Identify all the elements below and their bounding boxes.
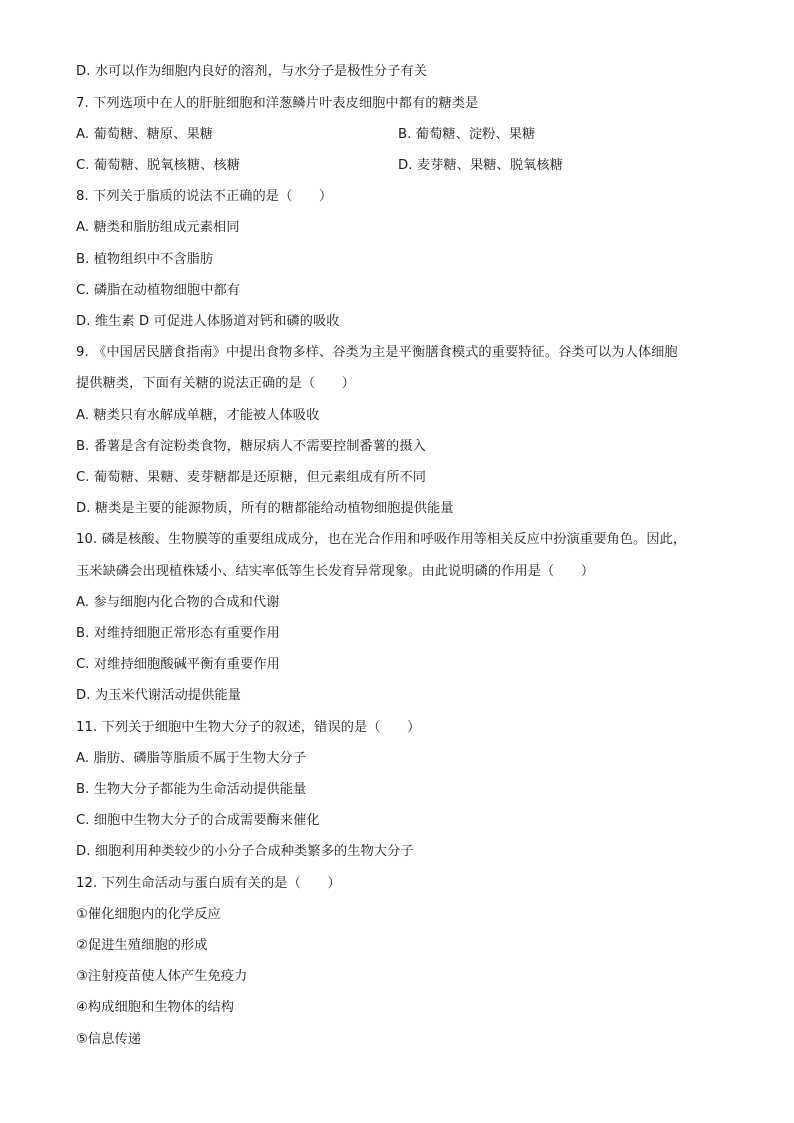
q7-stem: 7. 下列选项中在人的肝脏细胞和洋葱鳞片叶表皮细胞中都有的糖类是 bbox=[76, 96, 479, 111]
q12-item-4: ④构成细胞和生物体的结构 bbox=[76, 1000, 235, 1015]
q10-option-d: D. 为玉米代谢活动提供能量 bbox=[76, 688, 241, 703]
q9-option-a: A. 糖类只有水解成单糖，才能被人体吸收 bbox=[76, 408, 320, 423]
q7-option-c: C. 葡萄糖、脱氧核糖、核糖 bbox=[76, 158, 241, 173]
q10-option-c: C. 对维持细胞酸碱平衡有重要作用 bbox=[76, 657, 280, 672]
q8-option-a: A. 糖类和脂肪组成元素相同 bbox=[76, 220, 240, 235]
q8-stem: 8. 下列关于脂质的说法不正确的是（ ） bbox=[76, 189, 333, 204]
q12-stem: 12. 下列生命活动与蛋白质有关的是（ ） bbox=[76, 876, 341, 891]
q10-stem-line2: 玉米缺磷会出现植株矮小、结实率低等生长发育异常现象。由此说明磷的作用是（ ） bbox=[76, 564, 595, 579]
q11-option-b: B. 生物大分子都能为生命活动提供能量 bbox=[76, 782, 307, 797]
q9-option-c: C. 葡萄糖、果糖、麦芽糖都是还原糖，但元素组成有所不同 bbox=[76, 470, 427, 485]
q8-option-c: C. 磷脂在动植物细胞中都有 bbox=[76, 283, 241, 298]
q7-option-a: A. 葡萄糖、糖原、果糖 bbox=[76, 127, 214, 142]
q11-stem: 11. 下列关于细胞中生物大分子的叙述，错误的是（ ） bbox=[76, 720, 421, 735]
q7-option-b: B. 葡萄糖、淀粉、果糖 bbox=[398, 127, 536, 142]
q11-option-a: A. 脂肪、磷脂等脂质不属于生物大分子 bbox=[76, 751, 307, 766]
q6-option-d: D. 水可以作为细胞内良好的溶剂，与水分子是极性分子有关 bbox=[76, 64, 428, 79]
q9-stem-line1: 9. 《中国居民膳食指南》中提出食物多样、谷类为主是平衡膳食模式的重要特征。谷类可以为人体细胞 bbox=[76, 345, 678, 360]
q12-item-3: ③注射疫苗使人体产生免疫力 bbox=[76, 969, 248, 984]
q9-stem-line2: 提供糖类，下面有关糖的说法正确的是（ ） bbox=[76, 376, 356, 391]
q10-option-a: A. 参与细胞内化合物的合成和代谢 bbox=[76, 595, 280, 610]
q12-item-1: ①催化细胞内的化学反应 bbox=[76, 907, 221, 922]
q9-option-d: D. 糖类是主要的能源物质，所有的糖都能给动植物细胞提供能量 bbox=[76, 501, 454, 516]
q12-item-5: ⑤信息传递 bbox=[76, 1032, 142, 1047]
q7-option-d: D. 麦芽糖、果糖、脱氧核糖 bbox=[398, 158, 563, 173]
q11-option-d: D. 细胞利用种类较少的小分子合成种类繁多的生物大分子 bbox=[76, 844, 414, 859]
q10-stem-line1: 10. 磷是核酸、生物膜等的重要组成成分，也在光合作用和呼吸作用等相关反应中扮演重要角色。因此， bbox=[76, 532, 687, 547]
q12-item-2: ②促进生殖细胞的形成 bbox=[76, 938, 208, 953]
q10-option-b: B. 对维持细胞正常形态有重要作用 bbox=[76, 626, 280, 641]
q8-option-d: D. 维生素 D 可促进人体肠道对钙和磷的吸收 bbox=[76, 314, 340, 329]
q8-option-b: B. 植物组织中不含脂肪 bbox=[76, 252, 214, 267]
q11-option-c: C. 细胞中生物大分子的合成需要酶来催化 bbox=[76, 813, 320, 828]
q9-option-b: B. 番薯是含有淀粉类食物，糖尿病人不需要控制番薯的摄入 bbox=[76, 439, 426, 454]
